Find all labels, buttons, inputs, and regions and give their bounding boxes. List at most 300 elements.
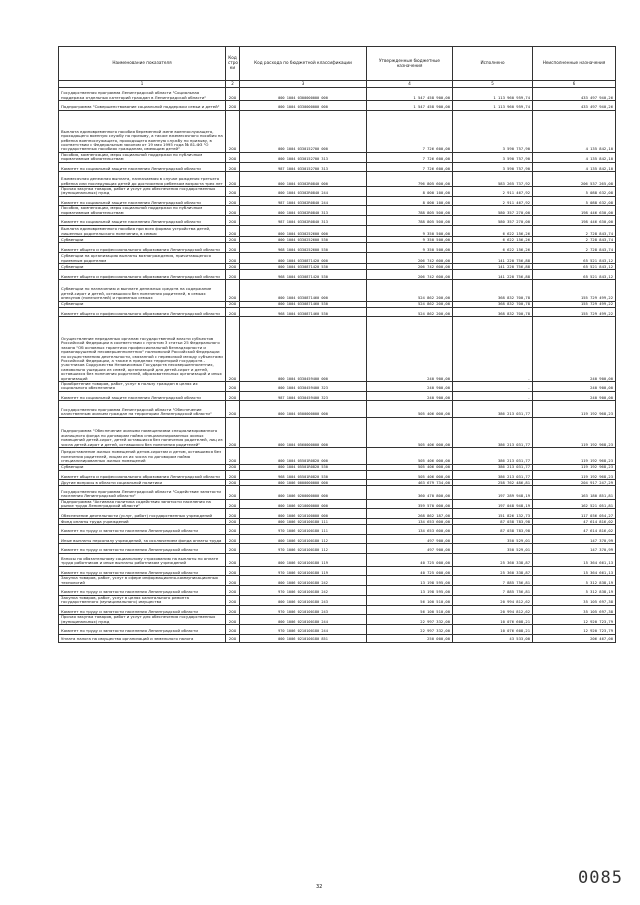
row-name: Прочая закупка товаров, работ и услуг для обеспечения государственных (муниципальных) нужд <box>59 615 226 625</box>
row-approved: 56 100 510,00 <box>367 605 453 615</box>
row-approved: 9 350 500,00 <box>367 225 453 236</box>
row-name: Комитет по труду и занятости населения Ленинградской области <box>59 544 226 554</box>
row-executed: - <box>453 381 533 391</box>
row-name: Комитет по труду и занятости населения Ленинградской области <box>59 605 226 615</box>
header-line-code: Код стро ки <box>226 47 240 81</box>
row-name: Субвенции <box>59 464 226 470</box>
row-line-code: 200 <box>226 576 240 586</box>
row-executed: 10 076 608,21 <box>453 615 533 625</box>
row-approved: 360 470 800,00 <box>367 486 453 499</box>
row-name: Комитет общего и профессионального образования Ленинградской области <box>59 470 226 480</box>
row-line-code: 200 <box>226 470 240 480</box>
row-unexecuted: 155 729 499,22 <box>533 301 616 307</box>
index-cell: 1 <box>59 81 226 88</box>
row-approved: 56 100 510,00 <box>367 595 453 605</box>
row-approved: 505 406 000,00 <box>367 401 453 417</box>
row-executed: 6 622 156,26 <box>453 225 533 236</box>
row-executed: 368 832 700,78 <box>453 301 533 307</box>
row-unexecuted: 198 446 630,00 <box>533 216 616 226</box>
row-unexecuted: 119 192 968,23 <box>533 401 616 417</box>
row-line-code: 200 <box>226 270 240 280</box>
row-approved: 497 900,00 <box>367 534 453 544</box>
row-approved: 9 350 500,00 <box>367 237 453 243</box>
row-approved: 1 547 458 900,00 <box>367 101 453 111</box>
row-unexecuted: 240 900,00 <box>533 381 616 391</box>
table-row <box>59 187 616 197</box>
row-name: Субвенции по назначению и выплате денежных средств на содержание детей-сирот и детей, оставшихся без попечения родителей, в семьях опекунов (попечителей) и приемных семьях <box>59 279 226 301</box>
index-cell: 2 <box>226 81 240 88</box>
row-line-code: 200 <box>226 237 240 243</box>
row-line-code: 200 <box>226 243 240 253</box>
row-approved: 7 726 600,00 <box>367 152 453 162</box>
table-row <box>59 544 616 554</box>
row-line-code: 200 <box>226 264 240 270</box>
row-approved: 40 725 000,00 <box>367 553 453 566</box>
row-line-code: 200 <box>226 518 240 524</box>
row-approved: 359 570 000,00 <box>367 499 453 509</box>
row-budget-code: 968 1004 05501R0820 530 <box>240 470 367 480</box>
table-row <box>59 216 616 226</box>
row-line-code: 200 <box>226 486 240 499</box>
row-executed: 350 529,01 <box>453 534 533 544</box>
row-name: Комитет общего и профессионального образования Ленинградской области <box>59 270 226 280</box>
row-approved: 796 805 600,00 <box>367 172 453 187</box>
row-budget-code: 000 1004 05501R0820 000 <box>240 448 367 464</box>
row-budget-code: 000 1004 0330000000 000 <box>240 101 367 111</box>
row-line-code: 200 <box>226 307 240 317</box>
row-budget-code: 000 1006 0210000000 000 <box>240 499 367 509</box>
row-approved: 240 900,00 <box>367 317 453 382</box>
row-budget-code: 987 1004 03302R0840 244 <box>240 196 367 206</box>
row-executed: 386 213 031,77 <box>453 401 533 417</box>
row-approved: 1 547 458 900,00 <box>367 88 453 101</box>
row-executed: 386 213 031,77 <box>453 417 533 447</box>
table-row <box>59 586 616 596</box>
table-row <box>59 162 616 172</box>
table-row <box>59 381 616 391</box>
row-unexecuted: 47 614 816,02 <box>533 525 616 535</box>
row-unexecuted: 163 180 851,81 <box>533 486 616 499</box>
table-row <box>59 470 616 480</box>
row-budget-code: 000 1004 0500000000 000 <box>240 401 367 417</box>
row-budget-code: 000 1004 03302R0840 244 <box>240 187 367 197</box>
row-unexecuted: 433 497 940,26 <box>533 88 616 101</box>
index-cell: 4 <box>367 81 453 88</box>
row-approved: 240 900,00 <box>367 391 453 401</box>
table-row <box>59 534 616 544</box>
row-executed: 1 113 960 959,74 <box>453 88 533 101</box>
row-approved: 40 725 000,00 <box>367 566 453 576</box>
row-budget-code: 000 1006 0210100180 244 <box>240 615 367 625</box>
row-approved: 463 679 734,00 <box>367 480 453 486</box>
table-row <box>59 634 616 642</box>
row-line-code: 200 <box>226 544 240 554</box>
row-budget-code: 000 1006 0000000000 000 <box>240 480 367 486</box>
row-approved: 524 862 200,00 <box>367 279 453 301</box>
row-unexecuted: 4 135 842,10 <box>533 152 616 162</box>
row-unexecuted: 15 364 661,13 <box>533 566 616 576</box>
table-row <box>59 391 616 401</box>
row-approved: 524 862 200,00 <box>367 307 453 317</box>
row-budget-code: 968 1004 0330871420 530 <box>240 270 367 280</box>
row-executed: 10 076 608,21 <box>453 625 533 635</box>
header-executed: Исполнено <box>453 47 533 81</box>
row-budget-code: 000 1006 0210100180 111 <box>240 518 367 524</box>
row-executed: 580 357 270,00 <box>453 206 533 216</box>
row-name: Подпрограмма "Совершенствование социальной поддержки семьи и детей" <box>59 101 226 111</box>
table-row <box>59 279 616 301</box>
row-line-code: 200 <box>226 534 240 544</box>
row-unexecuted: 65 521 843,12 <box>533 252 616 263</box>
row-line-code: 200 <box>226 88 240 101</box>
row-unexecuted: 155 729 499,22 <box>533 279 616 301</box>
row-line-code: 200 <box>226 595 240 605</box>
row-unexecuted: 119 192 968,23 <box>533 464 616 470</box>
row-executed: 7 885 756,81 <box>453 586 533 596</box>
row-line-code: 200 <box>226 634 240 642</box>
row-line-code: 200 <box>226 586 240 596</box>
row-executed: 141 220 756,88 <box>453 252 533 263</box>
row-name: Взносы по обязательному социальному страхованию на выплаты по оплате труда работников и иные выплаты работникам учреждений <box>59 553 226 566</box>
row-name: Предоставление жилых помещений детям-сиротам и детям, оставшимся без попечения родителей, лицам из их числа по договорам найма специализированных жилых помещений <box>59 448 226 464</box>
row-budget-code: 000 1004 0330152700 313 <box>240 152 367 162</box>
row-unexecuted: 15 364 661,13 <box>533 553 616 566</box>
row-executed: 3 590 757,90 <box>453 152 533 162</box>
row-budget-code: 000 1004 0330152700 000 <box>240 110 367 152</box>
table-row <box>59 576 616 586</box>
header-unexecuted: Неисполненные назначения <box>533 47 616 81</box>
row-line-code: 200 <box>226 279 240 301</box>
row-budget-code: 000 1006 0210100180 112 <box>240 534 367 544</box>
row-name: Комитет общего и профессионального образования Ленинградской области <box>59 243 226 253</box>
row-unexecuted: 240 900,00 <box>533 317 616 382</box>
row-approved: 13 198 595,00 <box>367 586 453 596</box>
row-name: Другие вопросы в области социальной политики <box>59 480 226 486</box>
row-unexecuted: 35 105 697,38 <box>533 595 616 605</box>
row-unexecuted: 2 728 843,74 <box>533 243 616 253</box>
row-executed: 25 360 338,87 <box>453 566 533 576</box>
index-cell: 3 <box>240 81 367 88</box>
row-unexecuted: 119 192 968,23 <box>533 417 616 447</box>
row-executed: 25 360 338,87 <box>453 553 533 566</box>
row-name: Комитет по социальной защите населения Ленинградской области <box>59 216 226 226</box>
row-executed: 87 038 783,98 <box>453 518 533 524</box>
row-name: Выплата единовременного пособия беременной жене военнослужащего, проходящего военную службу по призыву, а также ежемесячного пособия на ребенка военнослужащего, проходящего военную службу по призыву, в соответствии с Федеральным законом от 19 мая 1995 года № 81-ФЗ "О государственных пособиях гражданам, имеющим детей" <box>59 110 226 152</box>
table-row <box>59 88 616 101</box>
row-executed: 583 265 737,92 <box>453 172 533 187</box>
table-row <box>59 448 616 464</box>
row-line-code: 200 <box>226 417 240 447</box>
row-executed: 368 832 700,78 <box>453 307 533 317</box>
row-budget-code: 000 1004 03302R0840 313 <box>240 206 367 216</box>
row-line-code: 200 <box>226 196 240 206</box>
row-budget-code: 987 1004 0330459400 323 <box>240 391 367 401</box>
row-budget-code: 000 1004 0330459400 323 <box>240 381 367 391</box>
row-budget-code: 000 1004 0330871420 530 <box>240 264 367 270</box>
row-unexecuted: 5 088 632,08 <box>533 187 616 197</box>
row-approved: 22 997 332,00 <box>367 625 453 635</box>
row-line-code: 200 <box>226 187 240 197</box>
row-unexecuted: 5 088 632,08 <box>533 196 616 206</box>
row-executed: 6 622 156,26 <box>453 237 533 243</box>
row-approved: 8 000 100,00 <box>367 196 453 206</box>
row-approved: 13 198 595,00 <box>367 576 453 586</box>
page-number: 32 <box>316 884 323 890</box>
row-executed: 20 994 812,62 <box>453 595 533 605</box>
row-unexecuted: 155 729 499,22 <box>533 307 616 317</box>
row-approved: 134 653 600,00 <box>367 518 453 524</box>
row-unexecuted: 198 446 630,00 <box>533 206 616 216</box>
row-approved: 206 742 600,00 <box>367 264 453 270</box>
archive-stamp-number: 0085 <box>578 868 623 888</box>
table-row <box>59 499 616 509</box>
row-executed: 258 762 486,81 <box>453 480 533 486</box>
row-approved: 505 406 000,00 <box>367 417 453 447</box>
row-budget-code: 000 1004 0330252600 000 <box>240 225 367 236</box>
row-budget-code: 000 1004 0330871460 000 <box>240 279 367 301</box>
row-name: Комитет по социальной защите населения Ленинградской области <box>59 196 226 206</box>
row-line-code: 200 <box>226 401 240 417</box>
row-unexecuted: 35 105 697,38 <box>533 605 616 615</box>
table-row <box>59 252 616 263</box>
row-line-code: 200 <box>226 216 240 226</box>
row-budget-code: 970 1006 0210100180 242 <box>240 586 367 596</box>
row-budget-code: 970 1006 0210100180 112 <box>240 544 367 554</box>
row-line-code: 200 <box>226 172 240 187</box>
table-row <box>59 152 616 162</box>
row-approved: 7 726 600,00 <box>367 162 453 172</box>
row-executed: - <box>453 317 533 382</box>
row-budget-code: 000 1006 0200000000 000 <box>240 486 367 499</box>
row-executed: 197 048 948,19 <box>453 499 533 509</box>
row-name: Закупка товаров, работ, услуг в целях капитального ремонта государственного (муниципального) имущества <box>59 595 226 605</box>
row-name: Субвенции <box>59 264 226 270</box>
row-executed: 386 213 031,77 <box>453 470 533 480</box>
row-name: Подпрограмма "Активная политика содействия занятости населения на рынке труда Ленинградской области" <box>59 499 226 509</box>
row-budget-code: 968 1004 0330252600 530 <box>240 243 367 253</box>
row-unexecuted: 5 312 838,19 <box>533 576 616 586</box>
row-approved: 505 406 000,00 <box>367 470 453 480</box>
row-unexecuted: 433 497 940,26 <box>533 101 616 111</box>
row-unexecuted: 240 900,00 <box>533 391 616 401</box>
row-executed: 7 885 756,81 <box>453 576 533 586</box>
table-row <box>59 525 616 535</box>
row-line-code: 200 <box>226 615 240 625</box>
row-unexecuted: 117 036 054,27 <box>533 509 616 519</box>
row-budget-code: 000 1006 0210100180 119 <box>240 553 367 566</box>
header-name: Наименование показателя <box>59 47 226 81</box>
row-name: Пособия, компенсации, меры социальной поддержки по публичным нормативным обязательствам <box>59 152 226 162</box>
row-unexecuted: 206 467,00 <box>533 634 616 642</box>
row-name: Выплата единовременного пособия при всех формах устройства детей, лишенных родительского попечения, в семью <box>59 225 226 236</box>
table-row <box>59 566 616 576</box>
row-name: Комитет по социальной защите населения Ленинградской области <box>59 162 226 172</box>
row-line-code: 200 <box>226 605 240 615</box>
row-line-code: 200 <box>226 317 240 382</box>
row-approved: 268 862 187,00 <box>367 509 453 519</box>
row-unexecuted: 147 370,99 <box>533 544 616 554</box>
row-line-code: 200 <box>226 464 240 470</box>
table-header-row <box>59 47 616 81</box>
row-name: Ежемесячная денежная выплата, назначаемая в случае рождения третьего ребенка или последующих детей до достижения ребенком возраста трех лет <box>59 172 226 187</box>
row-executed: 197 289 948,19 <box>453 486 533 499</box>
table-row <box>59 101 616 111</box>
row-line-code: 200 <box>226 152 240 162</box>
table-row <box>59 317 616 382</box>
budget-execution-table <box>58 46 616 643</box>
row-executed: 368 832 700,78 <box>453 279 533 301</box>
row-budget-code: 970 1006 0210100180 244 <box>240 625 367 635</box>
row-executed: 6 622 156,26 <box>453 243 533 253</box>
table-row <box>59 509 616 519</box>
row-name: Субвенции <box>59 237 226 243</box>
row-budget-code: 970 1006 0210100180 243 <box>240 605 367 615</box>
row-name: Пособия, компенсации, меры социальной поддержки по публичным нормативным обязательствам <box>59 206 226 216</box>
row-unexecuted: 47 614 816,02 <box>533 518 616 524</box>
row-budget-code: 970 1006 0210100180 119 <box>240 566 367 576</box>
row-name: Государственная программа Ленинградской области "Содействие занятости населения Ленинградской области" <box>59 486 226 499</box>
row-unexecuted: 65 521 843,12 <box>533 264 616 270</box>
row-name: Фонд оплаты труда учреждений <box>59 518 226 524</box>
row-approved: 524 862 200,00 <box>367 301 453 307</box>
row-executed: 350 529,01 <box>453 544 533 554</box>
row-unexecuted: 147 370,99 <box>533 534 616 544</box>
row-budget-code: 000 1004 0560000000 000 <box>240 417 367 447</box>
table-row <box>59 615 616 625</box>
row-name: Субвенции <box>59 301 226 307</box>
row-approved: 206 742 600,00 <box>367 270 453 280</box>
row-approved: 7 726 600,00 <box>367 110 453 152</box>
row-budget-code: 987 1004 03302R0840 313 <box>240 216 367 226</box>
row-approved: 240 900,00 <box>367 381 453 391</box>
row-executed: 580 357 270,00 <box>453 216 533 226</box>
row-executed: 151 826 132,73 <box>453 509 533 519</box>
table-row <box>59 625 616 635</box>
index-cell: 5 <box>453 81 533 88</box>
row-budget-code: 000 1004 05501R0820 530 <box>240 464 367 470</box>
row-line-code: 200 <box>226 480 240 486</box>
row-line-code: 200 <box>226 301 240 307</box>
row-name: Уплата налога на имущество организаций и земельного налога <box>59 634 226 642</box>
table-body <box>59 88 616 643</box>
row-name: Комитет по труду и занятости населения Ленинградской области <box>59 586 226 596</box>
row-executed: 3 590 757,90 <box>453 162 533 172</box>
row-budget-code: 000 1004 0330459400 000 <box>240 317 367 382</box>
row-name: Осуществление переданных органам государственной власти субъектов Российской Федерации в соответствии с пунктом 3 статьи 25 Федерального закона "Об основных гарантиях профессиональной безнадзорности и правонарушений несовершеннолетних" полномочий Российской Федерации по осуществлению деятельности, связанной с перевозкой между субъектами Российской Федерации, а также в пределах территорий государств - участников Содружества Независимых Государств несовершеннолетних, самовольно ушедших из семей, организаций для детей-сирот и детей, оставшихся без попечения родителей, образовательных организаций и иных организаций <box>59 317 226 382</box>
row-executed: 141 220 756,88 <box>453 270 533 280</box>
table-row <box>59 417 616 447</box>
row-executed: 20 994 812,62 <box>453 605 533 615</box>
row-name: Комитет по труду и занятости населения Ленинградской области <box>59 625 226 635</box>
table-row <box>59 110 616 152</box>
table-row <box>59 401 616 417</box>
row-line-code: 200 <box>226 448 240 464</box>
row-unexecuted: 206 537 265,08 <box>533 172 616 187</box>
table-row <box>59 243 616 253</box>
table-row <box>59 553 616 566</box>
row-name: Иные выплаты персоналу учреждений, за исключением фонда оплаты труда <box>59 534 226 544</box>
table-row <box>59 605 616 615</box>
row-executed: 3 590 757,90 <box>453 110 533 152</box>
row-name: Государственная программа Ленинградской области "Социальная поддержка отдельных категорий граждан в Ленинградской области" <box>59 88 226 101</box>
table-row <box>59 196 616 206</box>
row-budget-code: 970 1006 0210100180 111 <box>240 525 367 535</box>
row-executed: 2 911 467,92 <box>453 196 533 206</box>
row-budget-code: 000 1004 0330252600 530 <box>240 237 367 243</box>
row-line-code: 200 <box>226 553 240 566</box>
row-name: Приобретение товаров, работ, услуг в пользу граждан в целях их социального обеспечения <box>59 381 226 391</box>
row-budget-code: 000 1004 0330871460 530 <box>240 301 367 307</box>
table-row <box>59 206 616 216</box>
row-name: Государственная программа Ленинградской области "Обеспечение качественным жильем граждан на территории Ленинградской области" <box>59 401 226 417</box>
row-approved: 788 805 500,00 <box>367 206 453 216</box>
row-line-code: 200 <box>226 625 240 635</box>
table-row <box>59 225 616 236</box>
row-unexecuted: 2 728 843,74 <box>533 237 616 243</box>
table-row <box>59 307 616 317</box>
row-name: Субвенции на организацию выплаты вознаграждения, причитающегося приемным родителям <box>59 252 226 263</box>
row-line-code: 200 <box>226 525 240 535</box>
row-approved: 22 997 332,00 <box>367 615 453 625</box>
row-line-code: 200 <box>226 252 240 263</box>
row-line-code: 200 <box>226 499 240 509</box>
row-name: Закупка товаров, работ, услуг в сфере информационно-коммуникационных технологий <box>59 576 226 586</box>
row-budget-code: 000 1004 0300000000 000 <box>240 88 367 101</box>
row-unexecuted: 119 192 968,23 <box>533 470 616 480</box>
row-executed: 2 911 467,92 <box>453 187 533 197</box>
row-executed: 386 213 031,77 <box>453 464 533 470</box>
row-executed: 386 213 031,77 <box>453 448 533 464</box>
row-budget-code: 000 1006 0210100180 851 <box>240 634 367 642</box>
column-index-row <box>59 81 616 88</box>
row-line-code: 200 <box>226 162 240 172</box>
report-sheet <box>58 46 615 643</box>
row-budget-code: 000 1006 0210100000 000 <box>240 509 367 519</box>
header-budget-code: Код расхода по бюджетной классификации <box>240 47 367 81</box>
table-row <box>59 270 616 280</box>
row-unexecuted: 12 920 723,79 <box>533 615 616 625</box>
row-name: Комитет по труду и занятости населения Ленинградской области <box>59 566 226 576</box>
row-approved: 250 000,00 <box>367 634 453 642</box>
row-budget-code: 000 1004 03302R0840 000 <box>240 172 367 187</box>
row-approved: 9 350 500,00 <box>367 243 453 253</box>
row-approved: 206 742 600,00 <box>367 252 453 263</box>
row-line-code: 200 <box>226 101 240 111</box>
row-budget-code: 987 1004 0330152700 313 <box>240 162 367 172</box>
row-name: Прочая закупка товаров, работ и услуг для обеспечения государственных (муниципальных) нужд <box>59 187 226 197</box>
row-budget-code: 000 1006 0210100180 243 <box>240 595 367 605</box>
row-approved: 8 000 100,00 <box>367 187 453 197</box>
row-line-code: 200 <box>226 110 240 152</box>
row-name: Обеспечение деятельности (услуг, работ) государственных учреждений <box>59 509 226 519</box>
row-unexecuted: 162 521 051,81 <box>533 499 616 509</box>
index-cell: 6 <box>533 81 616 88</box>
row-unexecuted: 12 920 723,79 <box>533 625 616 635</box>
row-approved: 505 406 000,00 <box>367 448 453 464</box>
row-executed: 141 220 756,88 <box>453 264 533 270</box>
row-approved: 134 653 600,00 <box>367 525 453 535</box>
row-unexecuted: 2 728 843,74 <box>533 225 616 236</box>
row-unexecuted: 4 135 842,10 <box>533 162 616 172</box>
row-budget-code: 000 1006 0210100180 242 <box>240 576 367 586</box>
row-executed: 1 113 960 959,74 <box>453 101 533 111</box>
table-row <box>59 486 616 499</box>
row-line-code: 200 <box>226 509 240 519</box>
row-name: Комитет общего и профессионального образования Ленинградской области <box>59 307 226 317</box>
row-unexecuted: 204 917 247,29 <box>533 480 616 486</box>
row-name: Комитет по социальной защите населения Ленинградской области <box>59 391 226 401</box>
row-budget-code: 968 1004 0330871460 530 <box>240 307 367 317</box>
